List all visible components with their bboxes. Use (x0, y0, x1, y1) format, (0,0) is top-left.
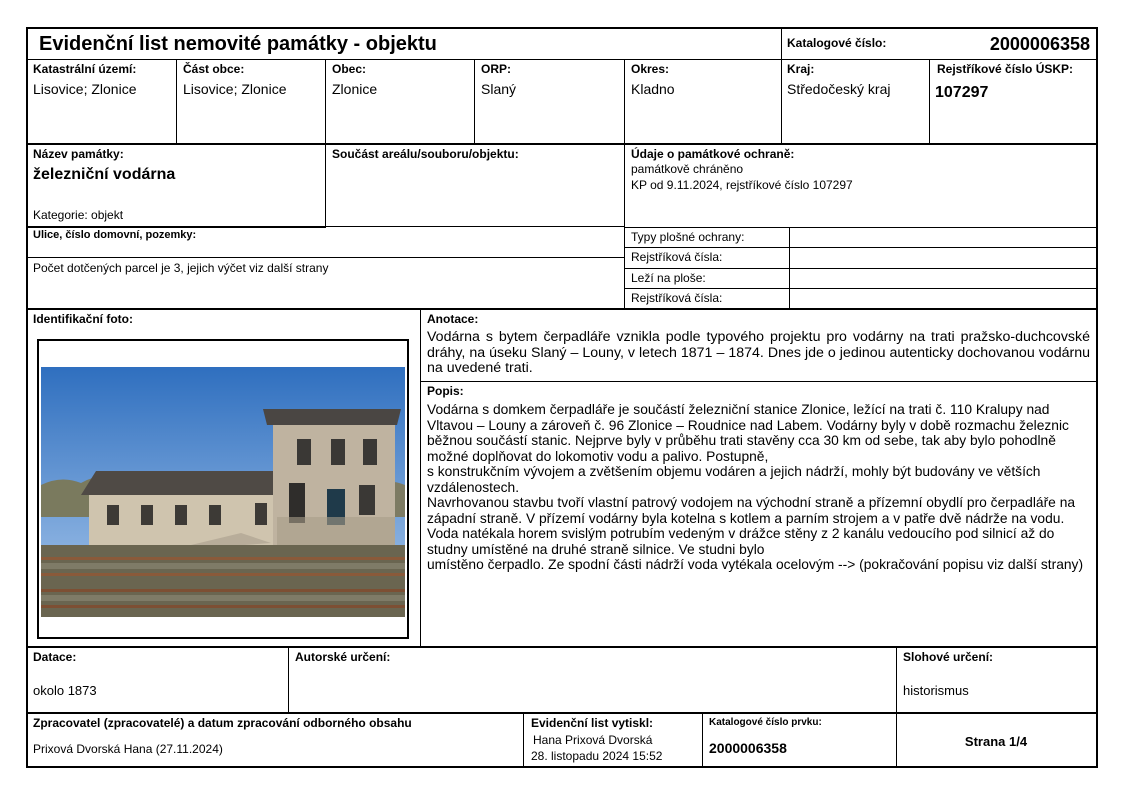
rule (624, 268, 1096, 269)
lies-on-area-label: Leží na ploše: (631, 271, 706, 285)
rule (702, 713, 703, 767)
orp-label: ORP: (481, 62, 511, 76)
author-label: Autorské určení: (295, 650, 391, 664)
item-catalog-label: Katalogové číslo prvku: (709, 717, 822, 728)
parcels-text: Počet dotčených parcel je 3, jejich výčet viz další strany (33, 261, 329, 275)
description-paragraph-1: Vodárna s domkem čerpadláře je součástí železniční stanice Zlonice, ležící na trati č. 110 Kralupy nad Vltavou – Louny a zároveň č. 96 Zlonice – Roudnice nad Labem. Vodárny byly v době rozmachu železnic běžnou součástí stanic. Nejprve byly v průběhu trati stavěny cca 30 km od sebe, tak aby bylo pohodlně možné doplňovat do lokomotiv vodu a palivo. Postupně, (427, 402, 1069, 464)
frame-right (1096, 27, 1098, 768)
district-value: Kladno (631, 81, 675, 97)
register-label: Rejstříkové číslo ÚSKP: (937, 62, 1074, 76)
cadastral-value: Lisovice; Zlonice (33, 81, 137, 97)
photo-label: Identifikační foto: (33, 312, 133, 326)
rule (420, 381, 1096, 382)
frame-left (26, 27, 28, 768)
photo-frame (37, 339, 409, 639)
style-value: historismus (903, 683, 969, 698)
rule (325, 59, 326, 227)
part-value: Lisovice; Zlonice (183, 81, 287, 97)
processor-value: Prixová Dvorská Hana (27.11.2024) (33, 742, 223, 756)
dating-label: Datace: (33, 650, 77, 664)
rule (474, 59, 475, 144)
rule (789, 227, 790, 309)
catalog-label: Katalogové číslo: (787, 36, 887, 50)
rule (420, 309, 421, 647)
processor-label: Zpracovatel (zpracovatelé) a datum zpracování odborného obsahu (33, 716, 412, 730)
rule (326, 226, 624, 227)
frame-top (26, 27, 1098, 29)
area-register-label-2: Rejstříková čísla: (631, 291, 723, 305)
protection-status: památkově chráněno (631, 162, 744, 176)
rule (523, 713, 524, 767)
district-label: Okres: (631, 62, 670, 76)
rule (176, 59, 177, 144)
printed-date: 28. listopadu 2024 15:52 (531, 749, 663, 763)
identification-photo (41, 367, 405, 617)
item-catalog-value: 2000006358 (709, 740, 787, 756)
printed-by: Hana Prixová Dvorská (533, 733, 653, 747)
description-paragraph-4: umístěno čerpadlo. Ze spodní části nádrží voda vytékala ocelovým --> (pokračování popisu viz další strany) (427, 557, 1084, 572)
part-label: Část obce: (183, 62, 245, 76)
annotation-label: Anotace: (427, 312, 479, 326)
municipality-label: Obec: (332, 62, 367, 76)
region-label: Kraj: (787, 62, 815, 76)
area-register-label: Rejstříková čísla: (631, 250, 723, 264)
part-of-label: Součást areálu/souboru/objektu: (332, 147, 519, 161)
region-value: Středočeský kraj (787, 81, 891, 97)
rule (26, 646, 1098, 648)
rule (26, 712, 1098, 714)
page-number: Strana 1/4 (964, 734, 1028, 749)
catalog-number: 2000006358 (989, 34, 1090, 54)
orp-value: Slaný (481, 81, 517, 97)
area-protection-type-label: Typy plošné ochrany: (631, 230, 745, 244)
page-title: Evidenční list nemovité památky - objektu (39, 33, 437, 55)
monument-category: Kategorie: objekt (33, 208, 124, 222)
description-text (427, 402, 1090, 573)
cadastral-label: Katastrální území: (33, 62, 137, 76)
rule (26, 308, 1098, 310)
rule (26, 226, 326, 228)
register-value: 107297 (935, 84, 989, 101)
description-paragraph-3: Navrhovanou stavbu tvoří vlastní patrový vodojem na východní straně a přízemní obydlí pro čerpadláře na západní straně. V přízemí vodárny byla kotelna s kotlem a parním strojem a v patře dvě nádrže na vodu. Voda natékala horem svislým potrubím vedeným v drážce stěny z 2 kanálu vedoucího pod silnicí až do studny umístěné na druhé straně silnice. Ve studni bylo (427, 495, 1076, 557)
rule (26, 143, 1098, 145)
street-label: Ulice, číslo domovní, pozemky: (33, 229, 197, 241)
protection-label: Údaje o památkové ochraně: (631, 147, 795, 161)
rule (26, 257, 624, 258)
protection-details: KP od 9.11.2024, rejstříkové číslo 107297 (631, 178, 853, 192)
rule (624, 227, 1096, 228)
description-label: Popis: (427, 384, 464, 398)
dating-value: okolo 1873 (33, 683, 97, 698)
style-label: Slohové určení: (903, 650, 994, 664)
municipality-value: Zlonice (332, 81, 378, 97)
annotation-text: Vodárna s bytem čerpadláře vznikla podle typového projektu pro vodárny na trati pražsko-duchcovské dráhy, na úseku Slaný – Louny, v letech 1871 – 1874. Dnes jde o jedinou autenticky dochovanou vodárnu na uvedené trati. (427, 329, 1090, 376)
frame-bottom (26, 766, 1098, 768)
rule (624, 288, 1096, 289)
monument-name: železniční vodárna (33, 166, 176, 183)
rule (624, 59, 625, 309)
rule (26, 59, 1098, 60)
rule (288, 647, 289, 713)
rule (781, 27, 782, 144)
monument-name-label: Název památky: (33, 147, 124, 161)
description-paragraph-2: s konstrukčním vývojem a zvětšením objemu vodáren a jejich nádrží, mohly být budovány ve větších vzdálenostech. (427, 464, 1041, 495)
printed-label: Evidenční list vytiskl: (531, 716, 654, 730)
rule (929, 59, 930, 144)
rule (624, 247, 1096, 248)
